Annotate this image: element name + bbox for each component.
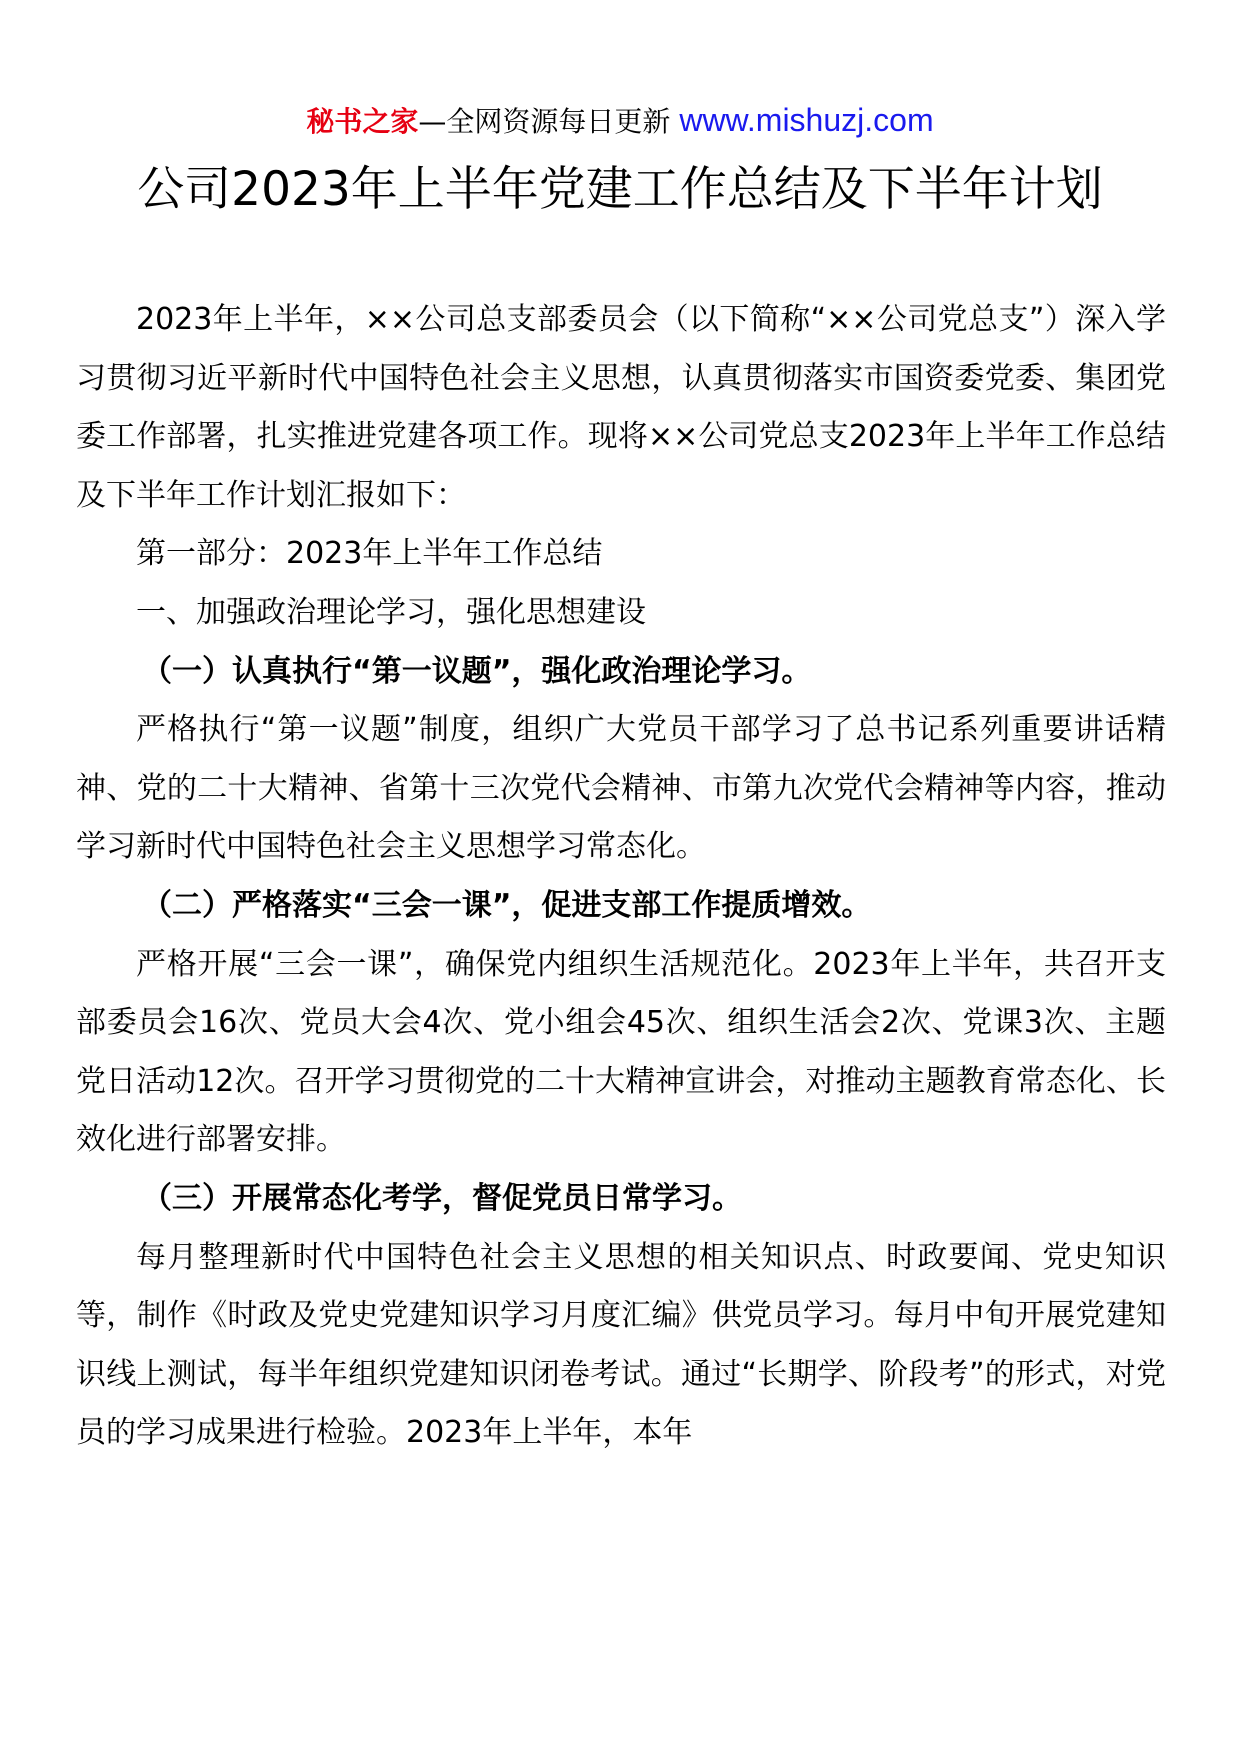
site-header xyxy=(0,100,1240,142)
section-heading: 一、加强政治理论学习，强化思想建设 xyxy=(136,594,646,630)
document-body xyxy=(76,291,1166,1463)
brand-name: 秘书之家 xyxy=(306,105,419,138)
body-paragraph: 严格执行“第一议题”制度，组织广大党员干部学习了总书记系列重要讲话精神、党的二十大精神、省第十三次党代会精神、市第九次党代会精神等内容，推动学习新时代中国特色社会主义思想学习常态化。 xyxy=(76,712,1166,865)
site-link[interactable]: www.mishuzj.com xyxy=(679,102,934,138)
subsection-heading: （三）开展常态化考学，督促党员日常学习。 xyxy=(142,1180,742,1216)
subsection-heading: （一）认真执行“第一议题”，强化政治理论学习。 xyxy=(142,653,812,689)
intro-paragraph: 2023年上半年，××公司总支部委员会（以下简称“××公司党总支”）深入学习贯彻习近平新时代中国特色社会主义思想，认真贯彻落实市国资委党委、集团党委工作部署，扎实推进党建各项工作。现将××公司党总支2023年上半年工作总结及下半年工作计划汇报如下： xyxy=(76,302,1166,513)
body-paragraph: 严格开展“三会一课”，确保党内组织生活规范化。2023年上半年，共召开支部委员会16次、党员大会4次、党小组会45次、组织生活会2次、党课3次、主题党日活动12次。召开学习贯彻党的二十大精神宣讲会，对推动主题教育常态化、长效化进行部署安排。 xyxy=(76,946,1166,1158)
document-title: 公司2023年上半年党建工作总结及下半年计划 xyxy=(137,162,1103,217)
header-tagline: —全网资源每日更新 xyxy=(418,105,680,138)
body-paragraph: 每月整理新时代中国特色社会主义思想的相关知识点、时政要闻、党史知识等，制作《时政及党史党建知识学习月度汇编》供党员学习。每月中旬开展党建知识线上测试，每半年组织党建知识闭卷考试。通过“长期学、阶段考”的形式，对党员的学习成果进行检验。2023年上半年，本年 xyxy=(76,1239,1166,1451)
part-heading: 第一部分：2023年上半年工作总结 xyxy=(136,536,603,572)
subsection-heading: （二）严格落实“三会一课”，促进支部工作提质增效。 xyxy=(142,887,872,923)
